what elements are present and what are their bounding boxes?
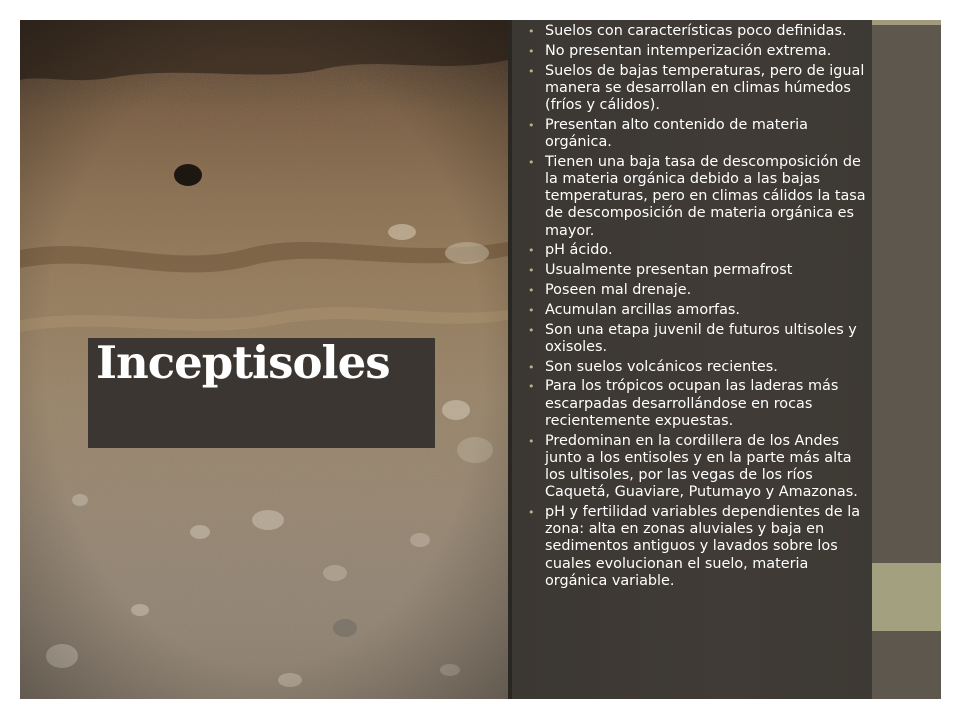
bullet-text: Presentan alto contenido de materia orgánica. <box>545 116 808 150</box>
bullet-list <box>520 23 866 593</box>
bullet-dot-icon: • <box>528 118 535 132</box>
bullet-dot-icon: • <box>528 44 535 58</box>
bullet-item <box>520 302 866 319</box>
bullet-item <box>520 359 866 376</box>
bullet-text: Predominan en la cordillera de los Andes junto a los entisoles y en la parte más alta los ultisoles, por las vegas de los ríos Caquetá, Guaviare, Putumayo y Amazonas. <box>545 432 858 501</box>
bullet-text: Tienen una baja tasa de descomposición de la materia orgánica debido a las bajas temperaturas, pero en climas cálidos la tasa de descomposición de materia orgánica es mayor. <box>545 153 866 239</box>
bullet-item <box>520 154 866 240</box>
bullet-text: No presentan intemperización extrema. <box>545 42 832 59</box>
bullet-text: pH y fertilidad variables dependientes de la zona: alta en zonas aluviales y baja en sedimentos antiguos y lavados sobre los cuales evolucionan el suelo, materia orgánica variable. <box>545 504 861 589</box>
accent-block <box>872 563 941 631</box>
slide-title: Inceptisoles <box>96 336 390 389</box>
bullet-dot-icon: • <box>528 244 535 258</box>
bullet-text: pH ácido. <box>545 242 613 259</box>
bullet-dot-icon: • <box>528 360 535 374</box>
bullet-dot-icon: • <box>528 264 535 278</box>
bullet-dot-icon: • <box>528 380 535 394</box>
bullet-item <box>520 63 866 115</box>
text-panel <box>512 20 872 699</box>
bullet-item <box>520 242 866 259</box>
bullet-text: Son suelos volcánicos recientes. <box>545 358 778 375</box>
bullet-item <box>520 322 866 356</box>
bullet-item <box>520 378 866 430</box>
bullet-dot-icon: • <box>528 64 535 78</box>
bullet-dot-icon: • <box>528 25 535 38</box>
side-strip-top-accent <box>872 20 941 25</box>
bullet-item <box>520 117 866 151</box>
bullet-text: Suelos de bajas temperaturas, pero de igual manera se desarrollan en climas húmedos (fríos y cálidos). <box>545 62 865 113</box>
bullet-text: Suelos con características poco definidas. <box>545 23 847 39</box>
bullet-item <box>520 282 866 299</box>
bullet-dot-icon: • <box>528 434 535 448</box>
bullet-text: Son una etapa juvenil de futuros ultisoles y oxisoles. <box>545 321 857 355</box>
bullet-item <box>520 23 866 40</box>
side-decoration-strip <box>872 20 941 699</box>
bullet-item <box>520 504 866 590</box>
bullet-text: Poseen mal drenaje. <box>545 282 692 298</box>
bullet-item <box>520 433 866 502</box>
slide <box>20 20 941 699</box>
bullet-dot-icon: • <box>528 303 535 317</box>
bullet-item <box>520 43 866 60</box>
bullet-dot-icon: • <box>528 506 535 519</box>
bullet-dot-icon: • <box>528 155 535 169</box>
bullet-dot-icon: • <box>528 323 535 337</box>
bullet-item <box>520 262 866 279</box>
bullet-text: Para los trópicos ocupan las laderas más escarpadas desarrollándose en rocas recientemente expuestas. <box>545 378 839 429</box>
bullet-text: Usualmente presentan permafrost <box>545 262 793 279</box>
bullet-dot-icon: • <box>528 284 535 297</box>
bullet-text: Acumulan arcillas amorfas. <box>545 301 741 318</box>
